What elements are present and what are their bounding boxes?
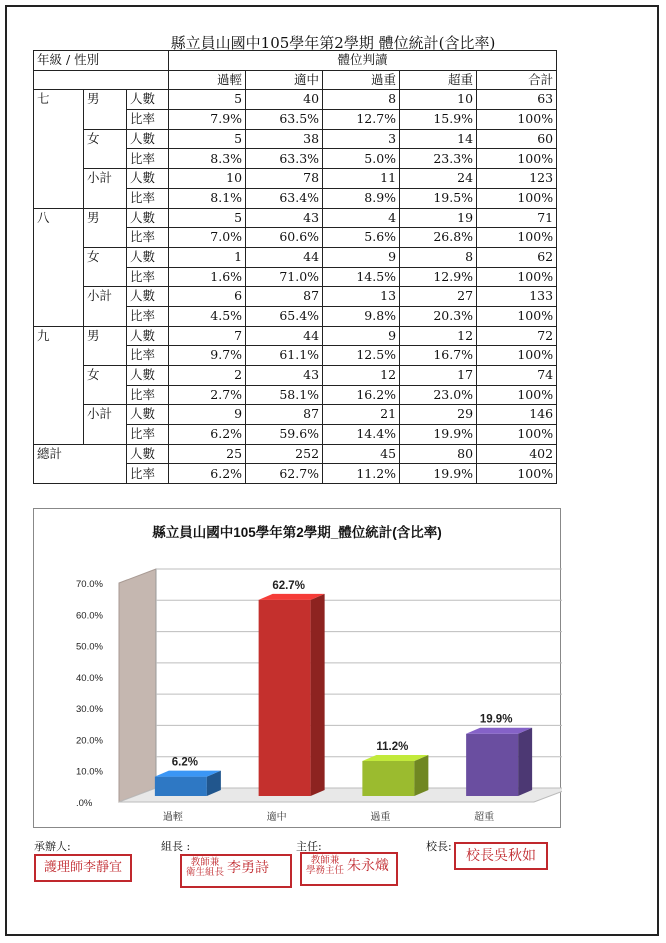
row-type-label: 比率 [127,306,169,326]
count-cell: 5 [169,90,246,110]
organizer-label: 承辦人: [34,840,71,853]
row-type-label: 人數 [127,129,169,149]
count-cell: 14 [400,129,477,149]
y-tick-label: 20.0% [76,735,103,747]
total-count-cell: 25 [169,444,246,464]
ratio-cell: 23.0% [400,385,477,405]
count-cell: 8 [400,247,477,267]
bar-chart [34,509,562,829]
count-cell: 44 [246,247,323,267]
chart-side-wall [119,569,156,802]
ratio-cell: 5.0% [323,149,400,169]
ratio-cell: 4.5% [169,306,246,326]
ratio-cell: 100% [477,306,557,326]
count-cell: 133 [477,287,557,307]
bar-front [155,777,207,796]
header-row-1 [34,51,557,71]
grade-label: 八 [34,208,84,326]
total-count-cell: 80 [400,444,477,464]
total-ratio-cell: 6.2% [169,464,246,484]
director-stamp-name: 朱永熾 [347,858,390,875]
ratio-cell: 63.5% [246,110,323,130]
ratio-cell: 12.9% [400,267,477,287]
ratio-cell: 100% [477,425,557,445]
gender-label: 女 [84,366,127,405]
bar-value-label: 11.2% [376,740,409,753]
header-row-2 [34,70,557,90]
ratio-cell: 6.2% [169,425,246,445]
grade-label: 九 [34,326,84,444]
total-ratio-cell: 19.9% [400,464,477,484]
count-cell: 72 [477,326,557,346]
row-type-label: 人數 [127,90,169,110]
count-cell: 74 [477,366,557,386]
count-cell: 9 [323,247,400,267]
count-cell: 87 [246,405,323,425]
y-tick-label: 30.0% [76,704,103,716]
count-cell: 78 [246,169,323,189]
count-cell: 43 [246,366,323,386]
y-tick-label: 60.0% [76,610,103,622]
gender-label: 小計 [84,405,127,444]
bar-value-label: 62.7% [272,579,305,592]
row-type-label: 人數 [127,444,169,464]
row-type-label: 人數 [127,405,169,425]
group-leader-stamp-title: 教師兼 [190,857,220,868]
table-row [34,129,557,149]
header-body-assessment: 體位判讀 [169,51,557,71]
gender-label: 女 [84,129,127,168]
bar-front [362,761,414,796]
bar-value-label: 19.9% [479,713,513,726]
principal-label: 校長: [426,840,452,853]
table-row [34,169,557,189]
ratio-cell: 14.5% [323,267,400,287]
group-leader-stamp-subtitle: 衛生組長 [186,867,225,879]
count-cell: 10 [169,169,246,189]
table-row [34,366,557,386]
count-cell: 146 [477,405,557,425]
x-tick-label: 適中 [266,812,287,823]
count-cell: 38 [246,129,323,149]
ratio-cell: 100% [477,110,557,130]
director-label: 主任: [296,840,322,853]
count-cell: 29 [400,405,477,425]
ratio-cell: 63.4% [246,188,323,208]
statistics-table [33,50,557,484]
chart-container [33,508,561,828]
count-cell: 27 [400,287,477,307]
chart-title: 縣立員山國中105學年第2學期_體位統計(含比率) [152,525,442,540]
count-cell: 5 [169,208,246,228]
total-ratio-cell: 100% [477,464,557,484]
row-type-label: 比率 [127,267,169,287]
row-type-label: 比率 [127,188,169,208]
count-cell: 3 [323,129,400,149]
signature-row [0,832,666,892]
x-tick-label: 過重 [370,812,391,823]
ratio-cell: 100% [477,188,557,208]
row-type-label: 人數 [127,366,169,386]
column-header: 適中 [246,70,323,90]
organizer-stamp: 護理師李靜宜 [34,854,132,882]
row-type-label: 人數 [127,287,169,307]
count-cell: 63 [477,90,557,110]
ratio-cell: 100% [477,228,557,248]
table-row [34,287,557,307]
row-type-label: 人數 [127,247,169,267]
total-count-cell: 252 [246,444,323,464]
count-cell: 19 [400,208,477,228]
count-cell: 9 [323,326,400,346]
column-header: 超重 [400,70,477,90]
count-cell: 87 [246,287,323,307]
count-cell: 7 [169,326,246,346]
ratio-cell: 100% [477,149,557,169]
count-cell: 40 [246,90,323,110]
ratio-cell: 71.0% [246,267,323,287]
principal-stamp: 校長吳秋如 [454,842,548,870]
bar-front [259,600,311,796]
ratio-cell: 19.5% [400,188,477,208]
row-type-label: 人數 [127,326,169,346]
count-cell: 13 [323,287,400,307]
count-cell: 43 [246,208,323,228]
row-type-label: 比率 [127,385,169,405]
count-cell: 24 [400,169,477,189]
ratio-cell: 20.3% [400,306,477,326]
ratio-cell: 9.8% [323,306,400,326]
count-cell: 9 [169,405,246,425]
ratio-cell: 7.0% [169,228,246,248]
bar-value-label: 6.2% [171,756,198,769]
ratio-cell: 8.3% [169,149,246,169]
ratio-cell: 100% [477,385,557,405]
count-cell: 8 [323,90,400,110]
director-stamp-title: 教師兼 [310,855,340,866]
gender-label: 小計 [84,169,127,208]
ratio-cell: 19.9% [400,425,477,445]
ratio-cell: 14.4% [323,425,400,445]
ratio-cell: 61.1% [246,346,323,366]
count-cell: 10 [400,90,477,110]
gender-label: 女 [84,247,127,286]
y-tick-label: 70.0% [76,579,103,590]
count-cell: 4 [323,208,400,228]
ratio-cell: 1.6% [169,267,246,287]
y-tick-label: .0% [76,798,93,809]
grade-label: 七 [34,90,84,208]
row-type-label: 比率 [127,464,169,484]
gender-label: 男 [84,208,127,247]
total-count-cell: 45 [323,444,400,464]
ratio-cell: 58.1% [246,385,323,405]
x-tick-label: 過輕 [162,812,183,823]
ratio-cell: 26.8% [400,228,477,248]
ratio-cell: 2.7% [169,385,246,405]
ratio-cell: 12.5% [323,346,400,366]
total-ratio-cell: 62.7% [246,464,323,484]
count-cell: 5 [169,129,246,149]
total-label: 總計 [34,444,127,483]
bar-side [414,755,428,796]
count-cell: 60 [477,129,557,149]
ratio-cell: 7.9% [169,110,246,130]
count-cell: 17 [400,366,477,386]
column-header: 過重 [323,70,400,90]
header-grade-gender: 年級 / 性別 [34,51,169,71]
row-type-label: 比率 [127,149,169,169]
table-row [34,405,557,425]
table-row [34,208,557,228]
count-cell: 6 [169,287,246,307]
bar-front [466,734,518,796]
ratio-cell: 8.9% [323,188,400,208]
count-cell: 21 [323,405,400,425]
gender-label: 男 [84,326,127,365]
ratio-cell: 100% [477,267,557,287]
ratio-cell: 5.6% [323,228,400,248]
row-type-label: 比率 [127,228,169,248]
column-header: 過輕 [169,70,246,90]
table-body [34,51,557,484]
header-blank [34,70,169,90]
count-cell: 12 [400,326,477,346]
group-leader-label: 組長 : [161,840,191,853]
ratio-cell: 63.3% [246,149,323,169]
ratio-cell: 59.6% [246,425,323,445]
row-type-label: 人數 [127,208,169,228]
ratio-cell: 23.3% [400,149,477,169]
group-leader-stamp-name: 李勇詩 [227,860,270,877]
y-tick-label: 10.0% [76,766,103,778]
row-type-label: 比率 [127,346,169,366]
gender-label: 小計 [84,287,127,326]
table-row-total [34,444,557,464]
page-title: 縣立員山國中105學年第2學期 體位統計(含比率) [170,34,496,52]
count-cell: 44 [246,326,323,346]
table-row [34,247,557,267]
column-header: 合計 [477,70,557,90]
ratio-cell: 65.4% [246,306,323,326]
group-leader-stamp [180,854,292,888]
count-cell: 123 [477,169,557,189]
bar-side [518,728,532,796]
count-cell: 11 [323,169,400,189]
gender-label: 男 [84,90,127,129]
ratio-cell: 8.1% [169,188,246,208]
ratio-cell: 12.7% [323,110,400,130]
ratio-cell: 9.7% [169,346,246,366]
y-tick-label: 40.0% [76,672,103,684]
ratio-cell: 16.7% [400,346,477,366]
total-count-cell: 402 [477,444,557,464]
director-stamp-subtitle: 學務主任 [306,865,345,877]
ratio-cell: 15.9% [400,110,477,130]
count-cell: 71 [477,208,557,228]
ratio-cell: 100% [477,346,557,366]
x-tick-label: 超重 [474,812,495,823]
y-tick-label: 50.0% [76,641,103,653]
count-cell: 1 [169,247,246,267]
count-cell: 12 [323,366,400,386]
row-type-label: 比率 [127,110,169,130]
table-row [34,326,557,346]
count-cell: 2 [169,366,246,386]
ratio-cell: 16.2% [323,385,400,405]
count-cell: 62 [477,247,557,267]
row-type-label: 人數 [127,169,169,189]
total-ratio-cell: 11.2% [323,464,400,484]
table-row [34,90,557,110]
director-stamp [300,852,398,886]
row-type-label: 比率 [127,425,169,445]
bar-side [311,594,325,796]
ratio-cell: 60.6% [246,228,323,248]
